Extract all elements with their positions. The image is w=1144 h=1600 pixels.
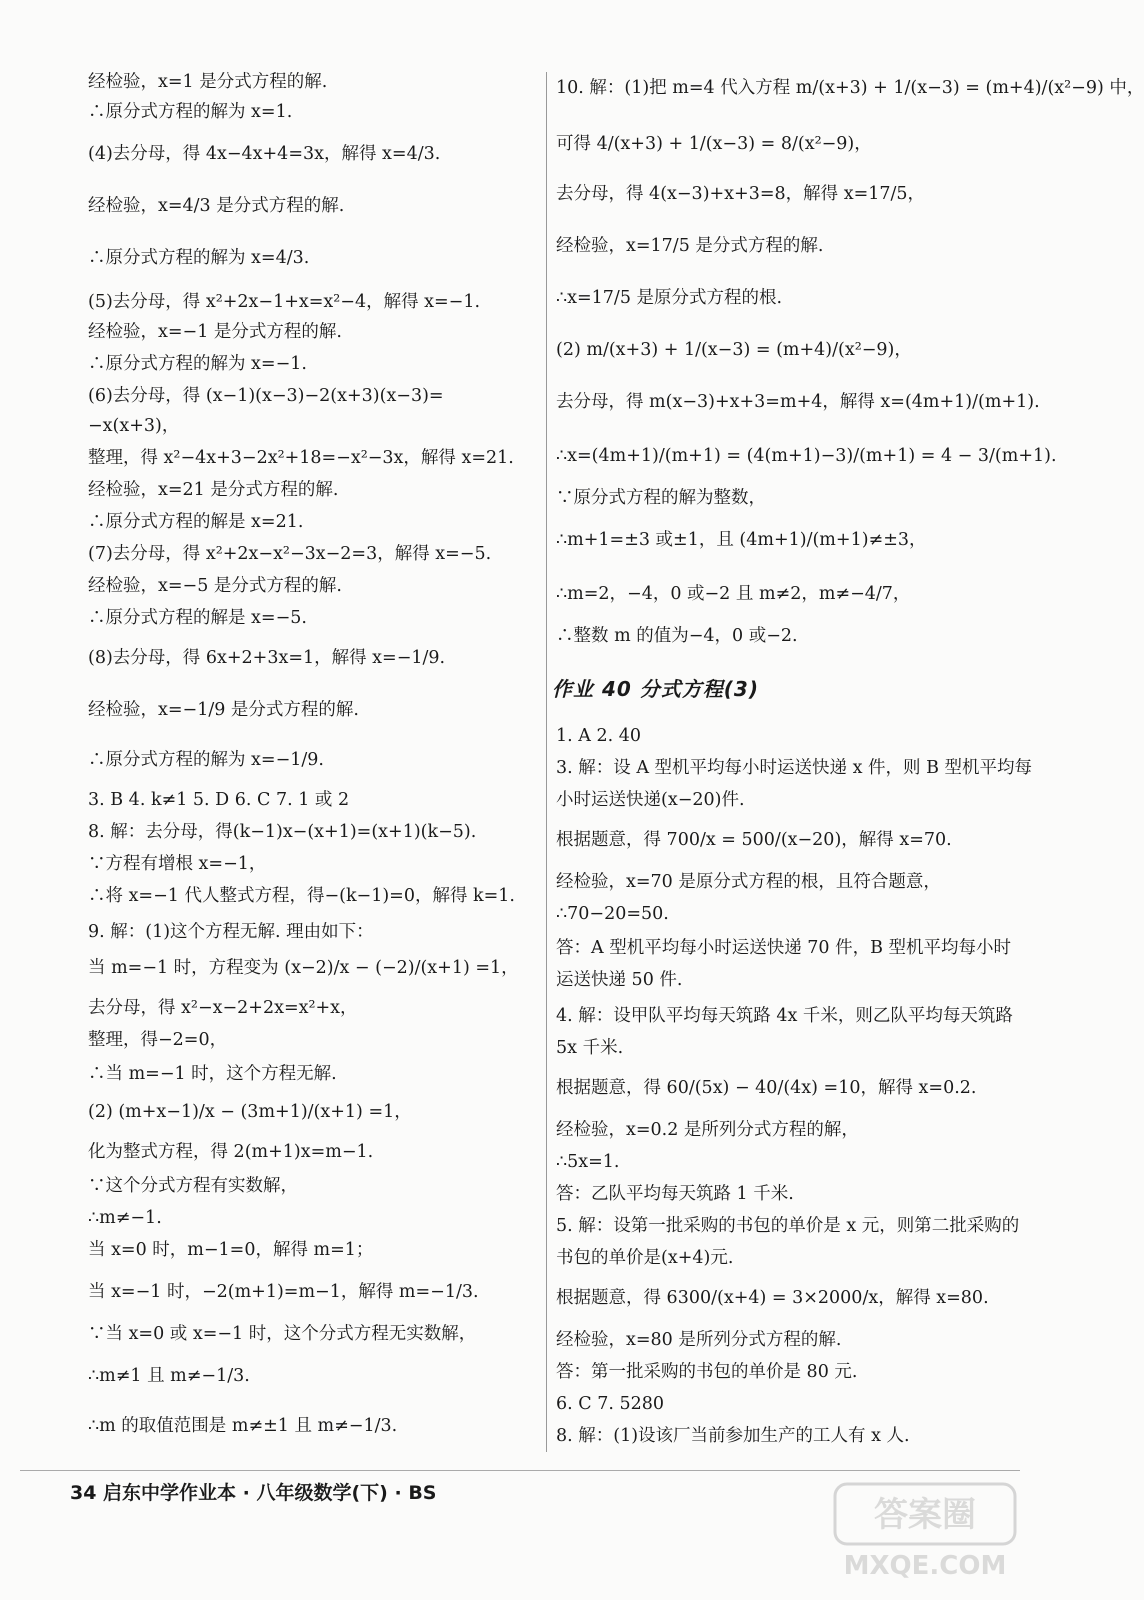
left-text-line: 8. 解：去分母，得(k−1)x−(x+1)=(x+1)(k−5). <box>88 822 477 842</box>
left-text-line: ∵这个分式方程有实数解， <box>88 1176 298 1196</box>
right-text-line: 1. A 2. 40 <box>556 726 641 746</box>
right-text-line: 经检验，x=17/5 是分式方程的解. <box>556 236 824 256</box>
left-text-line: ∴原分式方程的解为 x=1. <box>88 102 293 122</box>
right-text-line: ∴m+1=±3 或±1，且 (4m+1)/(m+1)≠±3， <box>556 530 927 550</box>
right-text-line: ∴x=(4m+1)/(m+1) = (4(m+1)−3)/(m+1) = 4 − 3/(m+1). <box>556 446 1057 466</box>
right-text-line: 可得 4/(x+3) + 1/(x−3) = 8/(x²−9)， <box>556 134 872 154</box>
right-text-line: 经检验，x=80 是所列分式方程的解. <box>556 1330 842 1350</box>
left-text-line: 经检验，x=4/3 是分式方程的解. <box>88 196 345 216</box>
right-text-line: 答：A 型机平均每小时运送快递 70 件，B 型机平均每小时 <box>556 938 1012 958</box>
left-text-line: 经检验，x=−5 是分式方程的解. <box>88 576 342 596</box>
left-text-line: ∴原分式方程的解为 x=−1. <box>88 354 307 374</box>
left-text-line: ∵方程有增根 x=−1， <box>88 854 267 874</box>
right-text-line: 4. 解：设甲队平均每天筑路 4x 千米，则乙队平均每天筑路 <box>556 1006 1013 1026</box>
right-text-line: ∴m=2，−4，0 或−2 且 m≠2，m≠−4/7， <box>556 584 911 604</box>
right-text-line: 答：乙队平均每天筑路 1 千米. <box>556 1184 794 1204</box>
right-text-line: 根据题意，得 60/(5x) − 40/(4x) =10，解得 x=0.2. <box>556 1078 977 1098</box>
right-text-line: 去分母，得 m(x−3)+x+3=m+4，解得 x=(4m+1)/(m+1). <box>556 392 1040 412</box>
right-text-line: 根据题意，得 6300/(x+4) = 3×2000/x，解得 x=80. <box>556 1288 989 1308</box>
left-text-line: 化为整式方程，得 2(m+1)x=m−1. <box>88 1142 374 1162</box>
svg-text:MXQE.COM: MXQE.COM <box>843 1551 1007 1581</box>
right-text-line: 去分母，得 4(x−3)+x+3=8，解得 x=17/5， <box>556 184 926 204</box>
right-text-line: 6. C 7. 5280 <box>556 1394 665 1414</box>
left-text-line: 当 x=0 时，m−1=0，解得 m=1； <box>88 1240 374 1260</box>
right-text-line: 5x 千米. <box>556 1038 624 1058</box>
left-text-line: 经检验，x=1 是分式方程的解. <box>88 72 328 92</box>
right-text-line: ∵原分式方程的解为整数， <box>556 488 766 508</box>
right-text-line: 小时运送快递(x−20)件. <box>556 790 745 810</box>
right-text-line: 根据题意，得 700/x = 500/(x−20)，解得 x=70. <box>556 830 952 850</box>
right-text-line: ∴整数 m 的值为−4，0 或−2. <box>556 626 798 646</box>
left-text-line: ∴原分式方程的解是 x=−5. <box>88 608 307 628</box>
right-text-line: 答：第一批采购的书包的单价是 80 元. <box>556 1362 858 1382</box>
left-text-line: ∴当 m=−1 时，这个方程无解. <box>88 1064 337 1084</box>
left-text-line: (8)去分母，得 6x+2+3x=1，解得 x=−1/9. <box>88 648 446 668</box>
right-text-line: ∴70−20=50. <box>556 904 669 924</box>
right-text-line: 经检验，x=70 是原分式方程的根，且符合题意， <box>556 872 941 892</box>
footer-rule <box>20 1470 1020 1471</box>
left-text-line: ∴原分式方程的解为 x=4/3. <box>88 248 310 268</box>
right-text-line: ∴5x=1. <box>556 1152 620 1172</box>
left-text-line: (5)去分母，得 x²+2x−1+x=x²−4，解得 x=−1. <box>88 292 481 312</box>
right-text-line: 经检验，x=0.2 是所列分式方程的解， <box>556 1120 859 1140</box>
left-text-line: (4)去分母，得 4x−4x+4=3x，解得 x=4/3. <box>88 144 441 164</box>
left-text-line: ∴原分式方程的解是 x=21. <box>88 512 304 532</box>
column-divider <box>546 72 547 1452</box>
left-text-line: 整理，得−2=0， <box>88 1030 228 1050</box>
left-text-line: 当 x=−1 时，−2(m+1)=m−1，解得 m=−1/3. <box>88 1282 479 1302</box>
watermark-logo <box>825 1476 1025 1586</box>
left-text-line: ∴m 的取值范围是 m≠±1 且 m≠−1/3. <box>88 1416 398 1436</box>
left-text-line: (2) (m+x−1)/x − (3m+1)/(x+1) =1， <box>88 1102 412 1122</box>
right-text-line: ∴x=17/5 是原分式方程的根. <box>556 288 783 308</box>
right-text-line: 书包的单价是(x+4)元. <box>556 1248 734 1268</box>
left-text-line: ∴将 x=−1 代人整式方程，得−(k−1)=0，解得 k=1. <box>88 886 515 906</box>
left-text-line: (7)去分母，得 x²+2x−x²−3x−2=3，解得 x=−5. <box>88 544 492 564</box>
svg-text:答案圈: 答案圈 <box>874 1495 976 1535</box>
right-text-line: 3. 解：设 A 型机平均每小时运送快递 x 件，则 B 型机平均每 <box>556 758 1033 778</box>
left-text-line: 当 m=−1 时，方程变为 (x−2)/x − (−2)/(x+1) =1， <box>88 958 519 978</box>
left-text-line: 去分母，得 x²−x−2+2x=x²+x， <box>88 998 358 1018</box>
right-text-line: 运送快递 50 件. <box>556 970 683 990</box>
left-text-line: ∴原分式方程的解为 x=−1/9. <box>88 750 324 770</box>
right-text-line: 10. 解：(1)把 m=4 代入方程 m/(x+3) + 1/(x−3) = (m+4)/(x²−9) 中， <box>556 78 1144 98</box>
right-text-line: (2) m/(x+3) + 1/(x−3) = (m+4)/(x²−9)， <box>556 340 912 360</box>
section-heading: 作业 40 分式方程(3) <box>552 677 759 701</box>
left-text-line: 经检验，x=−1 是分式方程的解. <box>88 322 342 342</box>
left-text-line: −x(x+3)， <box>88 416 180 436</box>
left-text-line: ∴m≠−1. <box>88 1208 162 1228</box>
left-text-line: 3. B 4. k≠1 5. D 6. C 7. 1 或 2 <box>88 790 350 810</box>
page-footer: 34 启东中学作业本 · 八年级数学(下) · BS <box>70 1482 437 1504</box>
left-text-line: 经检验，x=21 是分式方程的解. <box>88 480 339 500</box>
left-text-line: 经检验，x=−1/9 是分式方程的解. <box>88 700 359 720</box>
left-text-line: 9. 解：(1)这个方程无解. 理由如下： <box>88 922 374 942</box>
left-text-line: 整理，得 x²−4x+3−2x²+18=−x²−3x，解得 x=21. <box>88 448 514 468</box>
left-text-line: ∴m≠1 且 m≠−1/3. <box>88 1366 250 1386</box>
right-text-line: 8. 解：(1)设该厂当前参加生产的工人有 x 人. <box>556 1426 910 1446</box>
right-text-line: 5. 解：设第一批采购的书包的单价是 x 元，则第二批采购的 <box>556 1216 1020 1236</box>
left-text-line: (6)去分母，得 (x−1)(x−3)−2(x+3)(x−3)= <box>88 386 444 406</box>
left-text-line: ∵当 x=0 或 x=−1 时，这个分式方程无实数解， <box>88 1324 477 1344</box>
